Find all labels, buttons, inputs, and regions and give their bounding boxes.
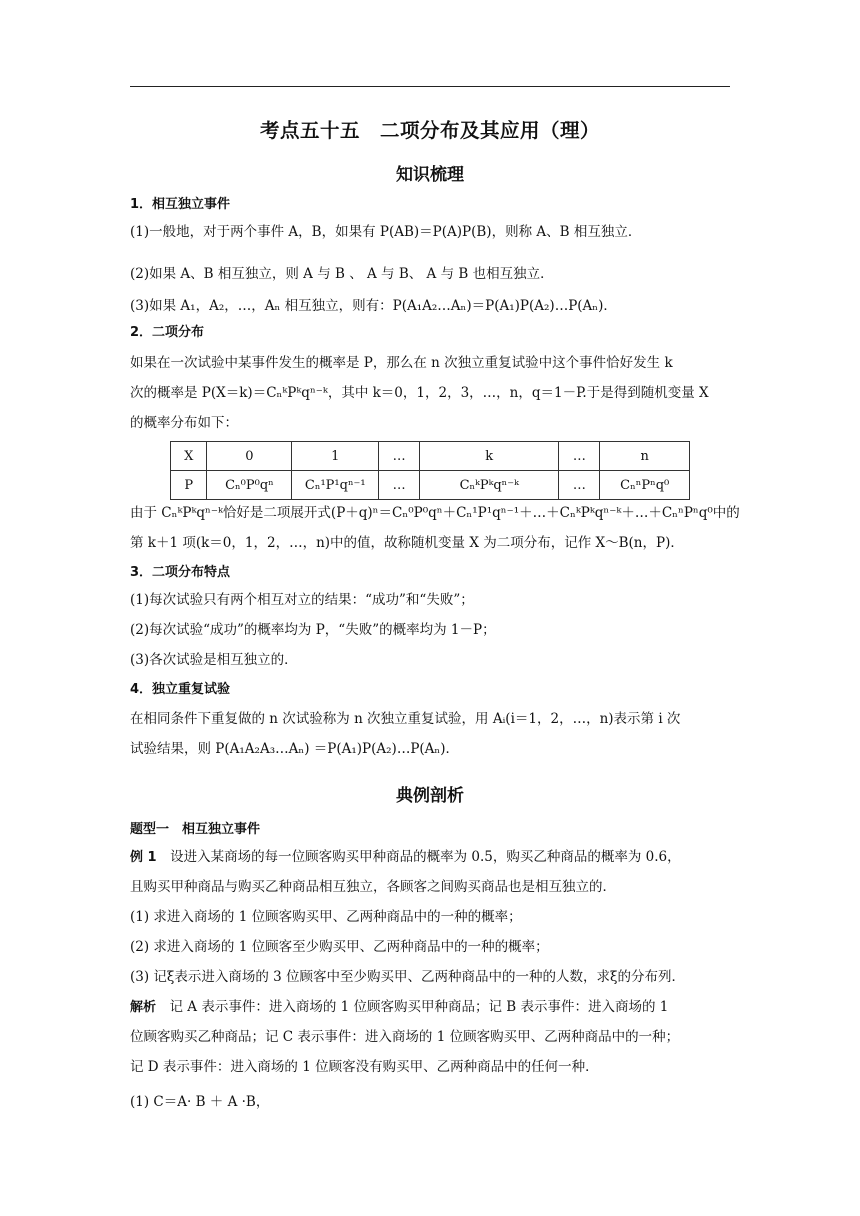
para-3-1: (1)每次试验只有两个相互对立的结果：“成功”和“失败”； [130,592,474,608]
solution-line-4: (1) C＝A· B ＋ A ·B， [130,1094,270,1110]
section-heading-knowledge: 知识梳理 [396,165,464,185]
para-2-4: 由于 CₙᵏPᵏqⁿ⁻ᵏ恰好是二项展开式(P＋q)ⁿ＝Cₙ⁰P⁰qⁿ＋Cₙ¹P¹qⁿ⁻¹＋…＋CₙᵏPᵏqⁿ⁻ᵏ＋…＋CₙⁿPⁿq⁰中的 [130,505,740,521]
table-cell: Cₙ⁰P⁰qⁿ [207,471,292,500]
table-cell: … [559,442,600,471]
table-cell: … [379,471,420,500]
page-title: 考点五十五 二项分布及其应用（理） [259,119,600,142]
para-1-2: (2)如果 A、B 相互独立，则 A 与 B 、 A 与 B、 A 与 B 也相互独立． [130,266,554,282]
section-heading-examples: 典例剖析 [396,786,464,806]
heading-3: 3．二项分布特点 [130,565,231,580]
para-1-3: (3)如果 A₁，A₂，…，Aₙ 相互独立，则有：P(A₁A₂…Aₙ)＝P(A₁)P(A₂)…P(Aₙ)． [130,298,617,314]
para-4-1: 在相同条件下重复做的 n 次试验称为 n 次独立重复试验，用 Aᵢ(i＝1，2，…，n)表示第 i 次 [130,711,681,727]
solution-text: 记 A 表示事件：进入商场的 1 位顾客购买甲种商品；记 B 表示事件：进入商场的 1 [156,999,669,1015]
example-1-q2: (2) 求进入商场的 1 位顾客至少购买甲、乙两种商品中的一种的概率； [130,939,549,955]
table-cell: P [171,471,207,500]
solution-line-1 [130,997,730,1018]
para-2-1: 如果在一次试验中某事件发生的概率是 P，那么在 n 次独立重复试验中这个事件恰好发生 k [130,355,673,371]
example-1-q1: (1) 求进入商场的 1 位顾客购买甲、乙两种商品中的一种的概率； [130,909,522,925]
example-1-q3: (3) 记ξ表示进入商场的 3 位顾客中至少购买甲、乙两种商品中的一种的人数，求ξ的分布列． [130,969,685,985]
table-cell: k [420,442,559,471]
table-cell: 1 [292,442,379,471]
table-cell: CₙᵏPᵏqⁿ⁻ᵏ [420,471,559,500]
example-1-line-1 [130,847,730,868]
table-cell: n [600,442,690,471]
heading-4: 4．独立重复试验 [130,682,231,697]
heading-1: 1．相互独立事件 [130,197,231,212]
table-row [171,442,690,471]
table-cell: X [171,442,207,471]
para-3-2: (2)每次试验“成功”的概率均为 P，“失败”的概率均为 1－P； [130,622,496,638]
solution-label: 解析 [130,1000,157,1015]
example-label: 例 1 [130,850,157,865]
heading-2: 2．二项分布 [130,325,205,340]
example-text: 设进入某商场的每一位顾客购买甲种商品的概率为 0.5，购买乙种商品的概率为 0.6， [156,849,681,865]
table-cell: Cₙ¹P¹qⁿ⁻¹ [292,471,379,500]
table-cell: … [379,442,420,471]
para-2-3: 的概率分布如下： [130,415,238,431]
para-1-1: (1)一般地，对于两个事件 A，B，如果有 P(AB)＝P(A)P(B)，则称 A、B 相互独立． [130,224,642,240]
table-cell: … [559,471,600,500]
solution-line-2: 位顾客购买乙种商品；记 C 表示事件：进入商场的 1 位顾客购买甲、乙两种商品中的一种； [130,1029,680,1045]
table-row [171,471,690,500]
table-cell: CₙⁿPⁿq⁰ [600,471,690,500]
type-heading-1: 题型一 相互独立事件 [130,822,261,837]
example-1-line-2: 且购买甲种商品与购买乙种商品相互独立，各顾客之间购买商品也是相互独立的． [130,879,616,895]
distribution-table [170,441,690,500]
para-3-3: (3)各次试验是相互独立的． [130,652,298,668]
header-rule [130,86,730,87]
para-2-2: 次的概率是 P(X＝k)＝CₙᵏPᵏqⁿ⁻ᵏ，其中 k＝0，1，2，3，…，n，q＝1－P.于是得到随机变量 X [130,385,709,401]
para-4-2: 试验结果，则 P(A₁A₂A₃…Aₙ) ＝P(A₁)P(A₂)…P(Aₙ)． [130,741,460,757]
para-2-5: 第 k＋1 项(k＝0，1，2，…，n)中的值，故称随机变量 X 为二项分布，记作 X～B(n，P)． [130,535,684,551]
solution-line-3: 记 D 表示事件：进入商场的 1 位顾客没有购买甲、乙两种商品中的任何一种． [130,1059,599,1075]
table-cell: 0 [207,442,292,471]
